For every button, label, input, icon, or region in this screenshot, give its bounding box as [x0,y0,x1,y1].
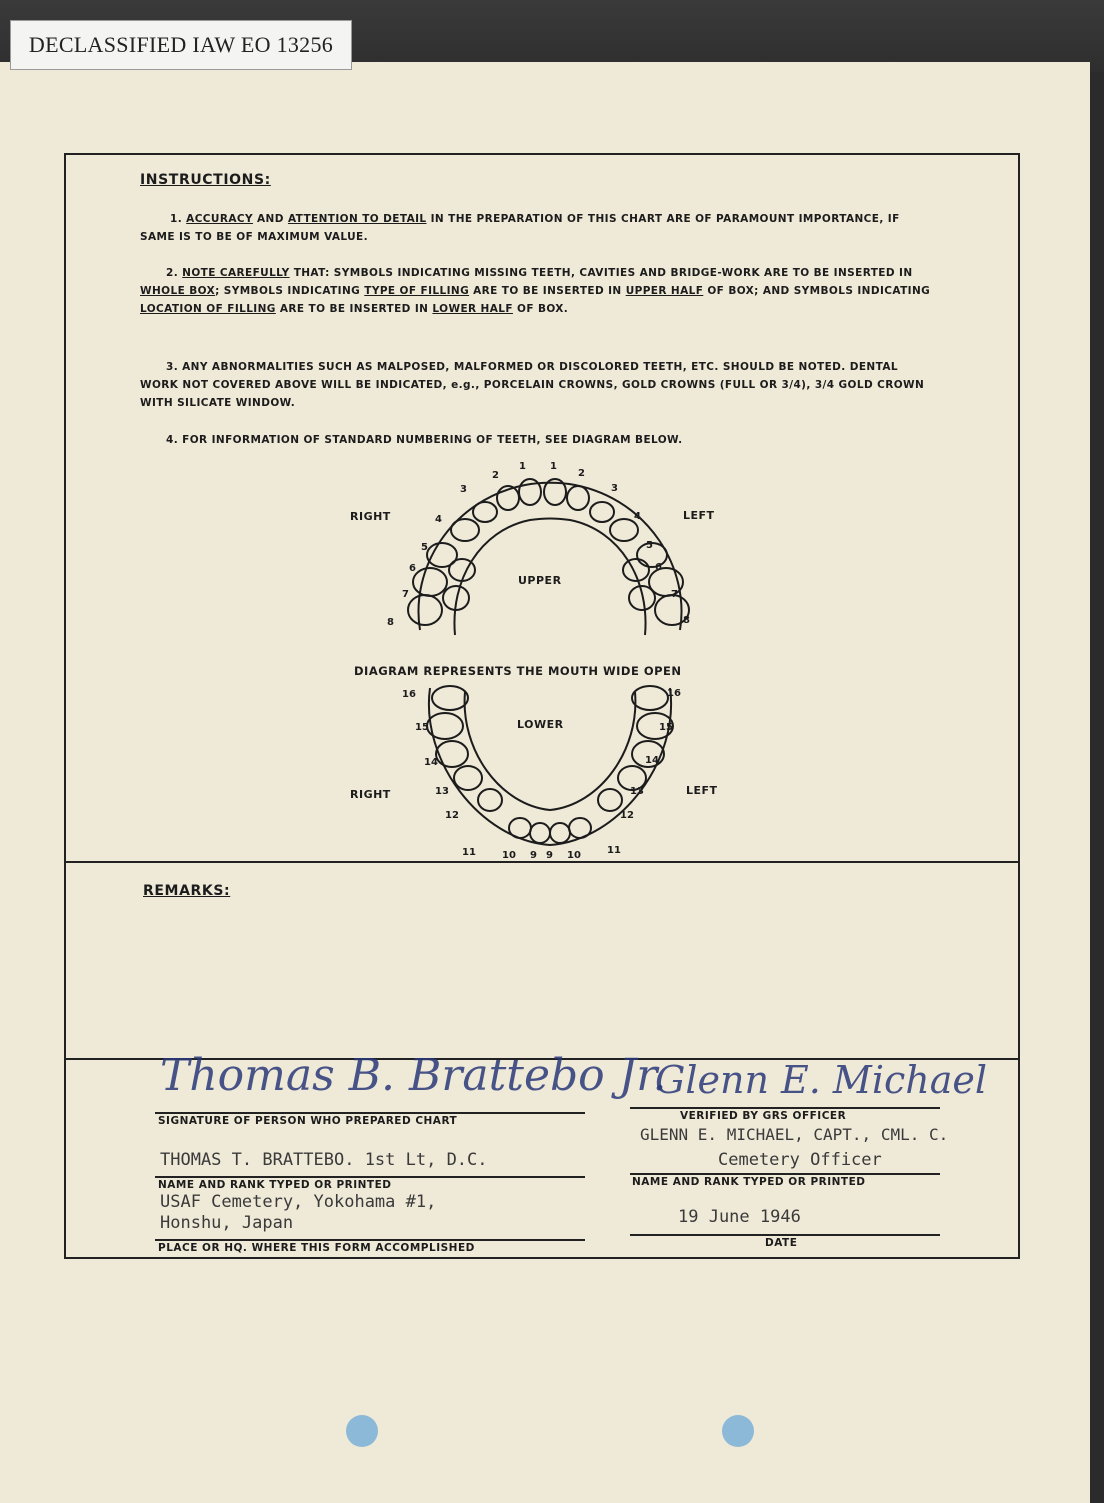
punch-hole-right [722,1415,754,1447]
verified-label: VERIFIED BY GRS OFFICER [680,1110,847,1122]
tooth-num: 2 [492,470,499,481]
tooth-num: 14 [645,755,659,766]
tooth-num: 14 [424,757,438,768]
place-line2: Honshu, Japan [160,1213,294,1233]
place-line1: USAF Cemetery, Yokohama #1, [160,1192,437,1212]
divider-remarks [64,861,1020,863]
tooth-num: 13 [435,786,449,797]
diagram-right-upper: RIGHT [350,510,391,523]
remarks-label: REMARKS: [143,883,231,899]
upper-arch [408,479,689,635]
tooth-num: 3 [460,484,467,495]
date-value: 19 June 1946 [678,1207,801,1227]
tooth-num: 1 [519,461,526,472]
tooth-num: 11 [462,847,476,858]
declassified-stamp: DECLASSIFIED IAW EO 13256 [10,20,352,70]
tooth-num: 12 [445,810,459,821]
signature-preparer: Thomas B. Brattebo Jr. [160,1050,667,1101]
tooth-num: 7 [402,589,409,600]
verifier-name: GLENN E. MICHAEL, CAPT., CML. C. [640,1125,949,1144]
tooth-num: 6 [655,562,662,573]
instruction-4: 4. FOR INFORMATION OF STANDARD NUMBERING OF TEETH, SEE DIAGRAM BELOW. [166,434,683,446]
tooth-num: 10 [567,850,581,861]
place-line [155,1239,585,1241]
diagram-left-lower: LEFT [686,784,718,797]
date-label: DATE [765,1237,798,1249]
tooth-num: 4 [634,511,641,522]
signature-preparer-label: SIGNATURE OF PERSON WHO PREPARED CHART [158,1115,458,1127]
signature-line-right [630,1107,940,1109]
instructions-heading: INSTRUCTIONS: [140,172,271,188]
tooth-num: 2 [578,468,585,479]
instruction-3: 3. ANY ABNORMALITIES SUCH AS MALPOSED, MALFORMED OR DISCOLORED TEETH, ETC. SHOULD BE NOTED. DENTAL WORK NOT COVERED ABOVE WILL BE INDICATED, e.g., PORCELAIN CROWNS, GOLD CROWNS (FULL OR 3/4), 3/4 GOLD CROWN WITH SILICATE WINDOW. [140,361,925,409]
tooth-num: 16 [402,689,416,700]
punch-hole-left [346,1415,378,1447]
tooth-num: 15 [659,722,673,733]
date-line [630,1234,940,1236]
signature-line-left [155,1112,585,1114]
tooth-num: 4 [435,514,442,525]
instruction-2: 2. NOTE CAREFULLY THAT: SYMBOLS INDICATING MISSING TEETH, CAVITIES AND BRIDGE-WORK ARE TO BE INSERTED IN WHOLE BOX; SYMBOLS INDICATING TYPE OF FILLING ARE TO BE INSERTED IN UPPER HALF OF BOX; AND SYMBOLS INDICATING LOCATION OF FILLING ARE TO BE INSERTED IN LOWER HALF OF BOX. [140,267,931,315]
tooth-num: 5 [646,540,653,551]
preparer-name: THOMAS T. BRATTEBO. 1st Lt, D.C. [160,1150,488,1170]
tooth-num: 13 [630,786,644,797]
diagram-lower-label: LOWER [517,718,564,731]
signature-verifier: Glenn E. Michael [655,1058,988,1102]
tooth-num: 15 [415,722,429,733]
tooth-num: 8 [387,617,394,628]
lower-arch [427,686,673,845]
instruction-1: 1. ACCURACY AND ATTENTION TO DETAIL IN THE PREPARATION OF THIS CHART ARE OF PARAMOUNT IMPORTANCE, IF SAME IS TO BE OF MAXIMUM VALUE. [140,213,900,243]
name-line-left [155,1176,585,1178]
tooth-num: 9 [546,850,553,861]
preparer-name-label: NAME AND RANK TYPED OR PRINTED [158,1179,392,1191]
name-line-right [630,1173,940,1175]
diagram-right-lower: RIGHT [350,788,391,801]
verifier-name-label: NAME AND RANK TYPED OR PRINTED [632,1176,866,1188]
tooth-num: 10 [502,850,516,861]
tooth-num: 9 [530,850,537,861]
diagram-left-upper: LEFT [683,509,715,522]
verifier-title: Cemetery Officer [718,1150,882,1170]
tooth-num: 16 [667,688,681,699]
tooth-num: 7 [671,589,678,600]
tooth-num: 5 [421,542,428,553]
diagram-upper-label: UPPER [518,574,562,587]
tooth-num: 11 [607,845,621,856]
tooth-num: 12 [620,810,634,821]
tooth-num: 1 [550,461,557,472]
tooth-num: 8 [683,615,690,626]
tooth-num: 6 [409,563,416,574]
place-label: PLACE OR HQ. WHERE THIS FORM ACCOMPLISHED [158,1242,475,1254]
tooth-num: 3 [611,483,618,494]
diagram-caption: DIAGRAM REPRESENTS THE MOUTH WIDE OPEN [354,664,682,678]
